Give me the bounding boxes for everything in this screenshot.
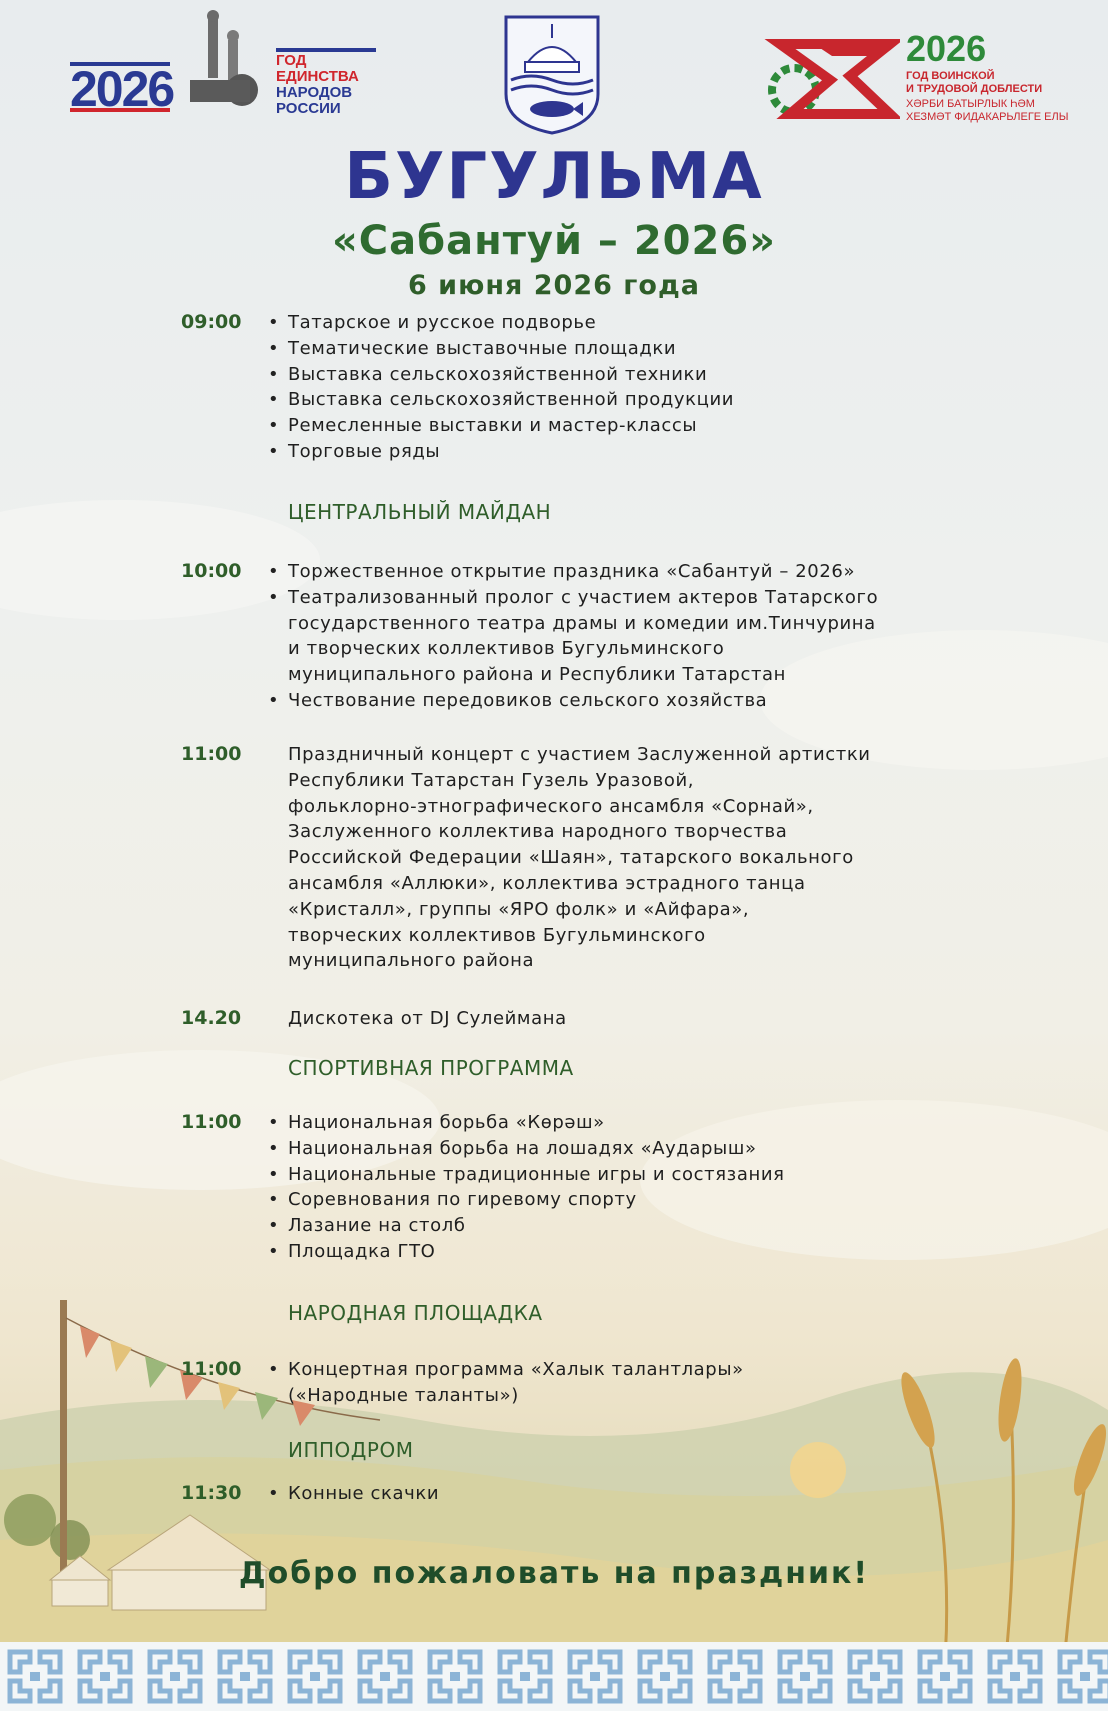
- list-item: • Выставка сельскохозяйственной техники: [268, 362, 734, 388]
- schedule-list: [268, 1481, 439, 1507]
- logo-right-text-ru: ГОД ВОИНСКОЙ И ТРУДОВОЙ ДОБЛЕСТИ: [906, 70, 1043, 95]
- logo-text: ГОД ЕДИНСТВА НАРОДОВ РОССИИ: [276, 52, 359, 117]
- time-label: 11:00: [181, 1358, 242, 1380]
- list-item: • Театрализованный пролог с участием актеров Татарского государственного театра драмы и комедии им.Тинчурина и творческих коллективов Бугульминского муниципального района и Республики Татарстан: [268, 585, 878, 688]
- time-label: 11:00: [181, 1111, 242, 1133]
- event-title: «Сабантуй – 2026»: [331, 218, 777, 264]
- schedule-list: [268, 310, 734, 465]
- list-item: • Татарское и русское подворье: [268, 310, 734, 336]
- time-label: 11:00: [181, 743, 242, 765]
- list-item: • Конные скачки: [268, 1481, 439, 1507]
- section-heading: ИППОДРОМ: [288, 1438, 414, 1462]
- list-item: • Концертная программа «Халык талантлары» («Народные таланты»): [268, 1357, 744, 1409]
- list-item: • Торговые ряды: [268, 439, 734, 465]
- list-item: • Чествование передовиков сельского хозяйства: [268, 688, 878, 714]
- list-item: • Выставка сельскохозяйственной продукции: [268, 387, 734, 413]
- list-item: • Тематические выставочные площадки: [268, 336, 734, 362]
- section-heading: ЦЕНТРАЛЬНЫЙ МАЙДАН: [288, 500, 552, 524]
- coat-of-arms-icon: [503, 14, 601, 136]
- logo-year: 2026: [70, 61, 174, 117]
- welcome-message: Добро пожаловать на праздник!: [238, 1556, 870, 1591]
- list-item: • Национальная борьба «Көрәш»: [268, 1110, 785, 1136]
- list-item: • Лазание на столб: [268, 1213, 785, 1239]
- list-item: • Торжественное открытие праздника «Сабантуй – 2026»: [268, 559, 878, 585]
- ornament-band: [0, 1642, 1108, 1711]
- concert-description: Праздничный концерт с участием Заслуженной артистки Республики Татарстан Гузель Уразовой, фольклорно-этнографического ансамбля «Сорнай», Заслуженного коллектива народного творчества Российской Федерации «Шаян», татарского вокального ансамбля «Аллюки», коллектива эстрадного танца «Кристалл», группы «ЯРО фолк» и «Айфара», творческих коллективов Бугульминского муниципального района: [288, 744, 871, 972]
- time-label: 10:00: [181, 560, 242, 582]
- logo-right-year: 2026: [906, 28, 987, 69]
- event-date: 6 июня 2026 года: [408, 270, 700, 301]
- logo-right-text-tt: ХӘРБИ БАТЫРЛЫК ҺӘМ ХЕЗМӘТ ФИДАКАРЬЛЕГЕ ЕЛЫ: [906, 98, 1069, 123]
- ornament-pattern-icon: [0, 1642, 1108, 1711]
- time-label: 11:30: [181, 1482, 242, 1504]
- list-item: • Площадка ГТО: [268, 1239, 785, 1265]
- list-item: • Национальные традиционные игры и состязания: [268, 1162, 785, 1188]
- city-title: БУГУЛЬМА: [344, 140, 764, 214]
- list-item: • Соревнования по гиревому спорту: [268, 1187, 785, 1213]
- time-label: 09:00: [181, 311, 242, 333]
- section-heading: СПОРТИВНАЯ ПРОГРАММА: [288, 1056, 574, 1080]
- monument-icon: [170, 10, 270, 110]
- section-heading: НАРОДНАЯ ПЛОЩАДКА: [288, 1301, 543, 1325]
- time-label: 14.20: [181, 1007, 242, 1029]
- schedule-list: [268, 559, 878, 714]
- year-of-unity-logo: [70, 10, 380, 125]
- list-item: • Национальная борьба на лошадях «Аударыш»: [268, 1136, 785, 1162]
- star-gear-icon: [760, 32, 900, 122]
- list-item: • Ремесленные выставки и мастер-классы: [268, 413, 734, 439]
- schedule-list: [268, 1357, 744, 1409]
- disco-text: Дискотека от DJ Сулеймана: [288, 1008, 567, 1029]
- year-of-valor-logo: [760, 28, 1080, 128]
- schedule-list: [268, 1110, 785, 1265]
